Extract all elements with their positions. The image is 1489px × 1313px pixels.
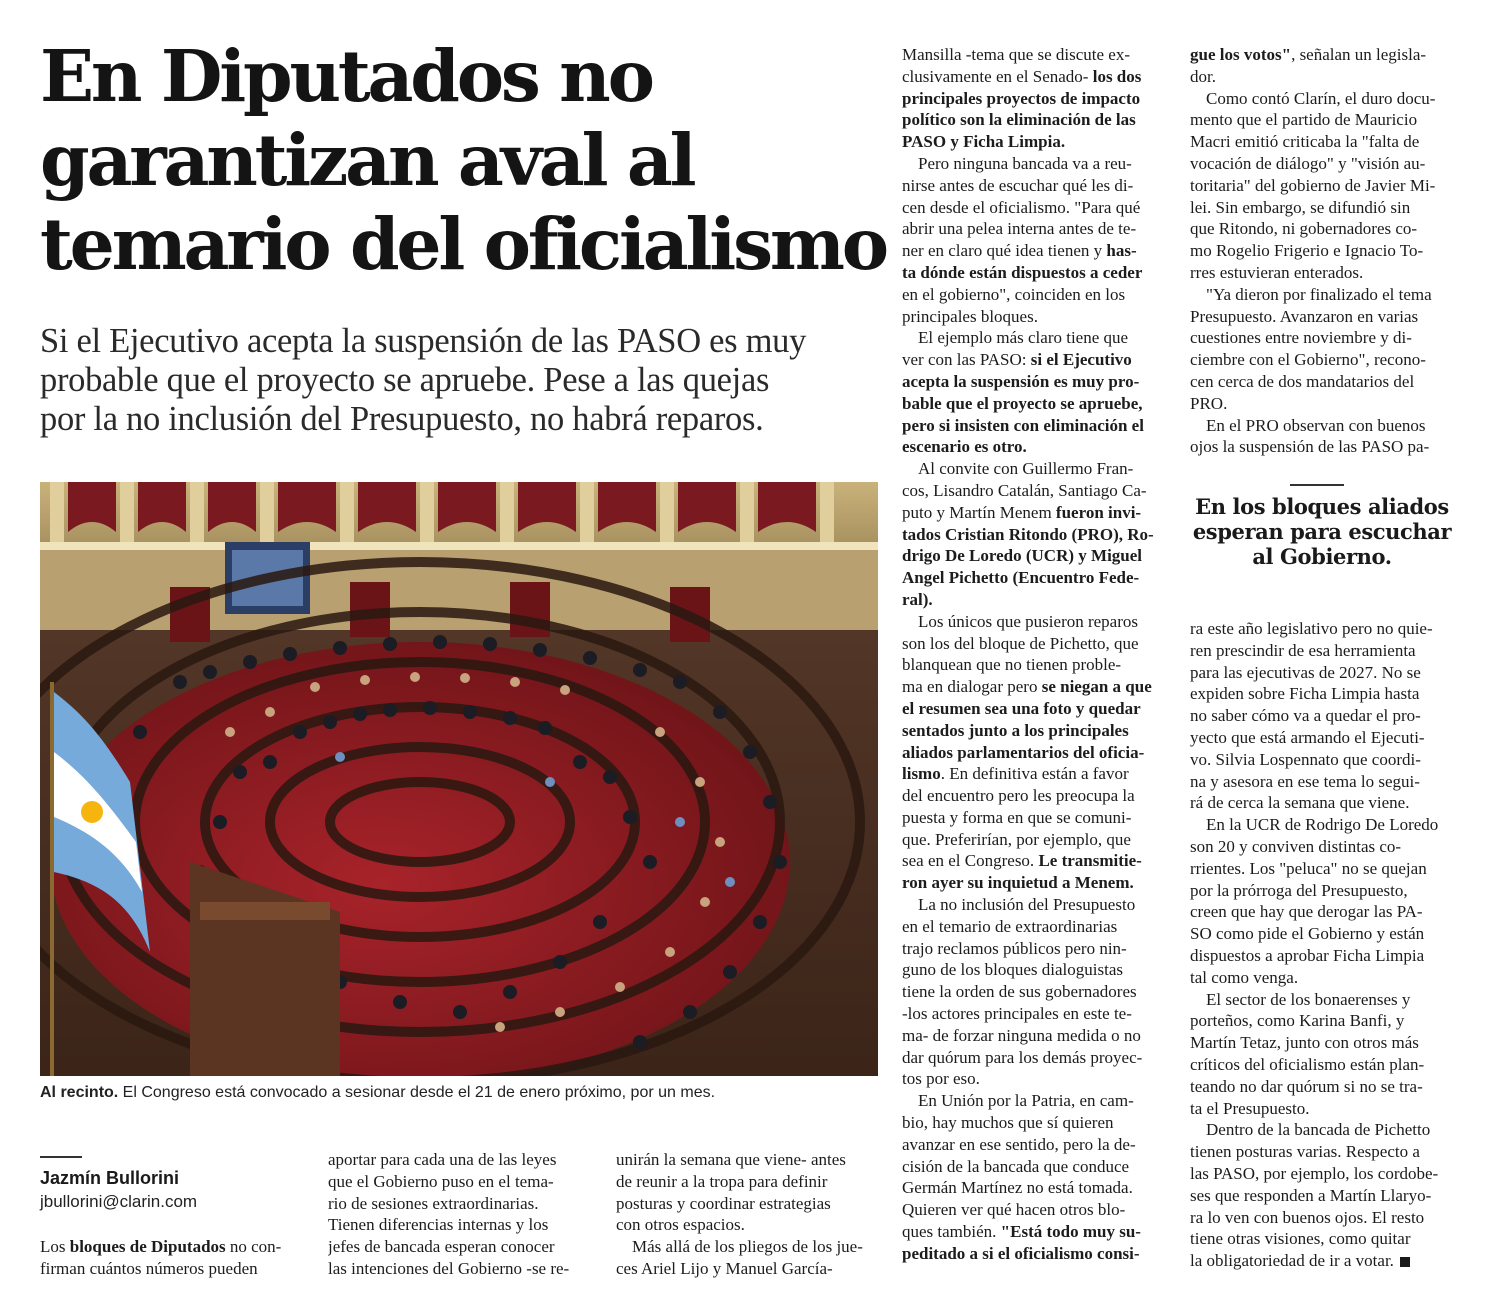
- text-run: tal como venga.: [1190, 967, 1299, 987]
- text-run: unirán la semana que viene- antes: [616, 1150, 846, 1169]
- column-2: [328, 1149, 600, 1280]
- byline-name: Jazmín Bullorini: [40, 1168, 180, 1188]
- text-run: guno de los bloques dialoguistas: [902, 960, 1123, 980]
- text-run: cuestiones entre noviembre y di-: [1190, 328, 1412, 348]
- text-run: con otros espacios.: [616, 1215, 745, 1235]
- text-line: [902, 1156, 1172, 1178]
- bold-run: pero si insisten con eliminación el: [902, 415, 1144, 435]
- column-3: [616, 1149, 888, 1280]
- text-line: [902, 371, 1172, 393]
- text-line: [1190, 109, 1460, 131]
- text-line: [902, 763, 1172, 785]
- text-run: dor.: [1190, 66, 1216, 86]
- text-line: [1190, 836, 1460, 858]
- text-run: La no inclusión del Presupuesto: [918, 895, 1136, 915]
- text-line: [902, 1199, 1172, 1221]
- text-line: [902, 393, 1172, 415]
- text-run: dispuestos a aprobar Ficha Limpia: [1190, 945, 1425, 965]
- text-run: tienen posturas varias. Respecto a: [1190, 1142, 1420, 1162]
- text-run: la obligatoriedad de ir a votar.: [1190, 1251, 1394, 1271]
- bold-run: bloques de Diputados: [69, 1237, 226, 1256]
- bold-run: fueron invi-: [1055, 502, 1142, 522]
- text-line: [902, 807, 1172, 829]
- text-line: [1190, 131, 1460, 153]
- text-line: [902, 1177, 1172, 1199]
- text-line: [40, 1258, 312, 1280]
- text-run: rrientes. Los "peluca" no se quejan: [1190, 858, 1427, 878]
- text-run: aportar para cada una de las leyes: [328, 1150, 557, 1169]
- text-run: ner en claro qué idea tienen y: [902, 241, 1107, 261]
- text-line: [1190, 814, 1460, 836]
- text-run: Pero ninguna bancada va a reu-: [918, 153, 1132, 173]
- text-line: [902, 589, 1172, 611]
- text-run: ver con las PASO:: [902, 350, 1031, 370]
- text-run: -los actores principales en este te-: [902, 1004, 1132, 1024]
- deck-subheadline: [40, 322, 880, 439]
- text-run: Como contó Clarín, el duro docu-: [1206, 88, 1436, 108]
- text-run: tiene otras visiones, como quitar: [1190, 1229, 1411, 1249]
- text-line: [902, 785, 1172, 807]
- text-run: sea en el Congreso.: [902, 851, 1039, 871]
- text-run: Martín Tetaz, junto con otros más: [1190, 1033, 1419, 1053]
- bold-run: tados Cristian Ritondo (PRO), Ro-: [902, 524, 1154, 544]
- text-run: ciembre con el Gobierno", recono-: [1190, 350, 1426, 370]
- text-line: [328, 1171, 600, 1193]
- text-run: jefes de bancada esperan conocer: [328, 1237, 555, 1257]
- text-line: [616, 1258, 888, 1280]
- text-line: [1190, 705, 1460, 727]
- byline-email: jbullorini@clarin.com: [40, 1192, 198, 1211]
- text-line: [902, 720, 1172, 742]
- text-line: [902, 66, 1172, 88]
- bold-run: drigo De Loredo (UCR) y Miguel: [902, 546, 1143, 566]
- text-line: [1190, 218, 1460, 240]
- text-line: [1190, 327, 1460, 349]
- text-line: [902, 981, 1172, 1003]
- text-run: expiden sobre Ficha Limpia hasta: [1190, 684, 1420, 704]
- text-run: tiene la orden de sus gobernadores: [902, 982, 1137, 1002]
- chamber-illustration: [40, 482, 878, 1076]
- text-run: clusivamente en el Senado-: [902, 66, 1093, 86]
- deck-line: probable que el proyecto se apruebe. Pese a las quejas: [40, 361, 770, 399]
- headline: [40, 34, 886, 286]
- bold-run: político son la eliminación de las: [902, 110, 1136, 130]
- text-run: trajo reclamos públicos pero nin-: [902, 938, 1127, 958]
- text-line: [902, 676, 1172, 698]
- text-line: [902, 654, 1172, 676]
- text-run: vocación de diálogo" y "visión au-: [1190, 153, 1426, 173]
- text-run: . En definitiva están a favor: [940, 764, 1129, 784]
- text-line: [1190, 1228, 1460, 1250]
- text-line: [902, 742, 1172, 764]
- text-run: ra lo ven con buenos ojos. El resto: [1190, 1207, 1425, 1227]
- text-run: ojos la suspensión de las PASO pa-: [1190, 437, 1430, 457]
- text-run: son 20 y conviven distintas co-: [1190, 836, 1402, 856]
- text-line: [1190, 1010, 1460, 1032]
- photo-caption: [40, 1082, 880, 1104]
- text-run: abrir una pelea interna antes de te-: [902, 219, 1137, 239]
- text-line: [902, 698, 1172, 720]
- text-line: [902, 1134, 1172, 1156]
- text-run: blanquean que no tienen proble-: [902, 655, 1122, 675]
- text-line: [328, 1193, 600, 1215]
- text-line: [902, 153, 1172, 175]
- text-line: [902, 1090, 1172, 1112]
- bold-run: has-: [1106, 241, 1137, 261]
- text-line: [328, 1258, 600, 1280]
- text-line: [902, 502, 1172, 524]
- text-line: [1190, 880, 1460, 902]
- text-line: [1190, 749, 1460, 771]
- text-line: [1190, 66, 1460, 88]
- text-run: Presupuesto. Avanzaron en varias: [1190, 306, 1419, 326]
- text-line: [1190, 393, 1460, 415]
- text-line: [616, 1171, 888, 1193]
- text-line: [616, 1193, 888, 1215]
- text-line: [1190, 683, 1460, 705]
- text-run: lei. Sin embargo, se difundió sin: [1190, 197, 1411, 217]
- text-run: cen cerca de dos mandatarios del: [1190, 371, 1415, 391]
- text-line: [1190, 727, 1460, 749]
- text-run: en el gobierno", coinciden en los: [902, 284, 1126, 304]
- text-run: ses que responden a Martín Llaryo-: [1190, 1185, 1432, 1205]
- text-run: rá de cerca la semana que viene.: [1190, 793, 1410, 813]
- text-line: [902, 349, 1172, 371]
- text-line: [1190, 240, 1460, 262]
- text-run: que el Gobierno puso en el tema-: [328, 1171, 554, 1191]
- text-line: [902, 633, 1172, 655]
- pullquote: [1192, 494, 1452, 569]
- text-line: [1190, 618, 1460, 640]
- text-run: ren prescindir de esa herramienta: [1190, 640, 1416, 660]
- text-line: [1190, 197, 1460, 219]
- text-run: rres estuvieran enterados.: [1190, 262, 1364, 282]
- text-line: [902, 131, 1172, 153]
- text-run: Los únicos que pusieron reparos: [918, 611, 1139, 631]
- text-run: posturas y coordinar estrategias: [616, 1193, 831, 1213]
- text-run: El sector de los bonaerenses y: [1206, 989, 1411, 1009]
- text-run: de reunir a la tropa para definir: [616, 1171, 828, 1191]
- text-line: [902, 306, 1172, 328]
- text-line: [902, 458, 1172, 480]
- headline-line: temario del oficialismo: [40, 202, 886, 286]
- text-line: [1190, 923, 1460, 945]
- text-line: [1190, 262, 1460, 284]
- bold-run: los dos: [1092, 66, 1142, 86]
- text-line: [902, 959, 1172, 981]
- text-line: [902, 218, 1172, 240]
- column-4: [902, 44, 1172, 1265]
- text-line: [1190, 901, 1460, 923]
- text-run: principales bloques.: [902, 306, 1038, 326]
- text-line: [1190, 967, 1460, 989]
- pullquote-line: En los bloques aliados: [1195, 494, 1449, 519]
- text-run: teando no dar quórum si no se tra-: [1190, 1076, 1423, 1096]
- text-run: las intenciones del Gobierno -se re-: [328, 1258, 570, 1278]
- text-run: dar quórum para los demás proyec-: [902, 1047, 1143, 1067]
- bold-run: peditado a si el oficialismo consi-: [902, 1243, 1140, 1263]
- text-run: Germán Martínez no está tomada.: [902, 1178, 1133, 1198]
- text-line: [902, 916, 1172, 938]
- text-line: [902, 480, 1172, 502]
- text-line: [1190, 153, 1460, 175]
- text-line: [1190, 1250, 1460, 1272]
- text-run: PRO.: [1190, 393, 1228, 413]
- text-line: [902, 1025, 1172, 1047]
- text-line: [1190, 1098, 1460, 1120]
- text-line: [902, 1003, 1172, 1025]
- text-line: [1190, 175, 1460, 197]
- text-line: [1190, 662, 1460, 684]
- text-line: [1190, 88, 1460, 110]
- text-run: cen desde el oficialismo. "Para qué: [902, 197, 1141, 217]
- text-run: no con-: [225, 1237, 282, 1256]
- bold-run: bable que el proyecto se apruebe,: [902, 393, 1143, 413]
- byline-rule: [40, 1156, 82, 1158]
- text-line: [902, 175, 1172, 197]
- text-run: En la UCR de Rodrigo De Loredo: [1206, 815, 1439, 835]
- text-run: puesta y forma en que se comuni-: [902, 807, 1132, 827]
- text-run: porteños, como Karina Banfi, y: [1190, 1011, 1405, 1031]
- text-line: [328, 1149, 600, 1171]
- bold-run: Angel Pichetto (Encuentro Fede-: [902, 568, 1140, 588]
- text-line: [1190, 792, 1460, 814]
- text-run: Más allá de los pliegos de los jue-: [632, 1237, 863, 1257]
- text-line: [902, 524, 1172, 546]
- bold-run: PASO y Ficha Limpia.: [902, 132, 1066, 152]
- text-line: [902, 1047, 1172, 1069]
- text-run: "Ya dieron por finalizado el tema: [1206, 284, 1432, 304]
- text-run: SO como pide el Gobierno y están: [1190, 924, 1425, 944]
- text-run: ta el Presupuesto.: [1190, 1098, 1310, 1118]
- pullquote-line: al Gobierno.: [1252, 544, 1392, 569]
- text-line: [1190, 1054, 1460, 1076]
- text-line: [902, 1243, 1172, 1265]
- text-line: [1190, 44, 1460, 66]
- caption-text: El Congreso está convocado a sesionar desde el 21 de enero próximo, por un mes.: [118, 1084, 716, 1101]
- bold-run: se niegan a que: [1041, 677, 1152, 697]
- text-line: [902, 197, 1172, 219]
- text-run: puto y Martín Menem: [902, 502, 1056, 522]
- text-line: [1190, 284, 1460, 306]
- text-run: Mansilla -tema que se discute ex-: [902, 45, 1131, 64]
- caption-label: Al recinto.: [40, 1084, 119, 1101]
- text-run: firman cuántos números pueden: [40, 1258, 258, 1278]
- text-line: [902, 1068, 1172, 1090]
- bold-run: "Está todo muy su-: [1000, 1222, 1141, 1242]
- text-line: [1190, 306, 1460, 328]
- text-line: [902, 850, 1172, 872]
- text-line: [902, 1112, 1172, 1134]
- text-run: las PASO, por ejemplo, los cordobe-: [1190, 1163, 1439, 1183]
- text-run: na y asesora en ese tema lo segui-: [1190, 771, 1420, 791]
- text-line: [1190, 989, 1460, 1011]
- column-1: [40, 1236, 312, 1280]
- text-line: [902, 567, 1172, 589]
- text-run: vo. Silvia Lospennato que coordi-: [1190, 749, 1421, 769]
- text-line: [40, 1236, 312, 1258]
- text-line: [902, 284, 1172, 306]
- text-run: En Unión por la Patria, en cam-: [918, 1091, 1134, 1111]
- bold-run: acepta la suspensión es muy pro-: [902, 371, 1140, 391]
- text-line: [902, 938, 1172, 960]
- bold-run: aliados parlamentarios del oficia-: [902, 742, 1145, 762]
- text-run: ces Ariel Lijo y Manuel García-: [616, 1258, 833, 1278]
- text-line: [902, 611, 1172, 633]
- headline-line: garantizan aval al: [40, 118, 694, 202]
- text-line: [1190, 371, 1460, 393]
- text-line: [1190, 1163, 1460, 1185]
- bold-run: escenario es otro.: [902, 437, 1027, 457]
- text-run: críticos del oficialismo están plan-: [1190, 1054, 1425, 1074]
- text-run: cos, Lisandro Catalán, Santiago Ca-: [902, 480, 1147, 500]
- text-run: nirse antes de escuchar qué les di-: [902, 175, 1134, 195]
- text-line: [1190, 1032, 1460, 1054]
- end-of-article-mark: [1400, 1257, 1410, 1267]
- text-run: son los del bloque de Pichetto, que: [902, 633, 1139, 653]
- text-line: [902, 829, 1172, 851]
- text-run: ra este año legislativo pero no quie-: [1190, 619, 1433, 638]
- text-line: [1190, 349, 1460, 371]
- text-run: Los: [40, 1237, 70, 1256]
- text-line: [1190, 1207, 1460, 1229]
- text-line: [902, 262, 1172, 284]
- text-line: [1190, 771, 1460, 793]
- bold-run: el resumen sea una foto y quedar: [902, 698, 1141, 718]
- headline-line: En Diputados no: [40, 34, 652, 118]
- text-run: Al convite con Guillermo Fran-: [918, 459, 1134, 479]
- deck-line: por la no inclusión del Presupuesto, no habrá reparos.: [40, 400, 764, 438]
- text-run: cisión de la bancada que conduce: [902, 1156, 1130, 1176]
- text-line: [1190, 945, 1460, 967]
- text-line: [1190, 1119, 1460, 1141]
- text-line: [902, 415, 1172, 437]
- text-line: [902, 44, 1172, 66]
- text-line: [1190, 415, 1460, 437]
- text-line: [1190, 858, 1460, 880]
- text-line: [902, 327, 1172, 349]
- text-run: Tienen diferencias internas y los: [328, 1215, 549, 1235]
- text-line: [1190, 640, 1460, 662]
- text-run: por la prórroga del Presupuesto,: [1190, 880, 1408, 900]
- text-line: [902, 436, 1172, 458]
- text-line: [616, 1149, 888, 1171]
- pullquote-rule: [1290, 484, 1344, 486]
- text-run: mento que el partido de Mauricio: [1190, 110, 1418, 130]
- text-run: En el PRO observan con buenos: [1206, 415, 1426, 435]
- bold-run: ta dónde están dispuestos a ceder: [902, 262, 1143, 282]
- bold-run: sentados junto a los principales: [902, 720, 1129, 740]
- text-run: para las ejecutivas de 2027. No se: [1190, 662, 1421, 682]
- text-run: , señalan un legisla-: [1291, 45, 1427, 64]
- text-run: rio de sesiones extraordinarias.: [328, 1193, 539, 1213]
- deck-line: Si el Ejecutivo acepta la suspensión de las PASO es muy: [40, 322, 807, 360]
- text-run: tos por eso.: [902, 1069, 980, 1089]
- text-run: en el temario de extraordinarias: [902, 916, 1118, 936]
- text-line: [1190, 1185, 1460, 1207]
- bold-run: ral).: [902, 589, 933, 609]
- text-line: [616, 1236, 888, 1258]
- text-line: [1190, 1076, 1460, 1098]
- column-5-top: [1190, 44, 1460, 458]
- text-run: creen que hay que derogar las PA-: [1190, 902, 1423, 922]
- text-run: yecto que está armando el Ejecuti-: [1190, 727, 1425, 747]
- text-line: [328, 1236, 600, 1258]
- text-line: [1190, 436, 1460, 458]
- column-5-bottom: [1190, 618, 1460, 1272]
- text-line: [902, 872, 1172, 894]
- text-line: [902, 109, 1172, 131]
- text-run: ma- de forzar ninguna medida o no: [902, 1025, 1141, 1045]
- bold-run: gue los votos": [1190, 45, 1292, 64]
- text-run: bio, hay muchos que sí quieren: [902, 1113, 1114, 1133]
- text-line: [902, 894, 1172, 916]
- bold-run: lismo: [902, 764, 941, 784]
- text-run: mo Rogelio Frigerio e Ignacio To-: [1190, 241, 1424, 261]
- text-run: ma en dialogar pero: [902, 677, 1042, 697]
- text-run: ques también.: [902, 1222, 1001, 1242]
- text-line: [902, 545, 1172, 567]
- text-line: [902, 1221, 1172, 1243]
- text-run: que Ritondo, ni gobernadores co-: [1190, 219, 1418, 239]
- text-run: que. Preferirían, por ejemplo, que: [902, 829, 1131, 849]
- bold-run: principales proyectos de impacto: [902, 88, 1141, 108]
- pullquote-line: esperan para escuchar: [1192, 519, 1452, 544]
- text-line: [1190, 1141, 1460, 1163]
- text-line: [902, 240, 1172, 262]
- bold-run: ron ayer su inquietud a Menem.: [902, 873, 1134, 893]
- bold-run: si el Ejecutivo: [1030, 350, 1132, 370]
- text-run: Quieren ver qué hacen otros blo-: [902, 1200, 1126, 1220]
- text-run: Dentro de la bancada de Pichetto: [1206, 1120, 1431, 1140]
- bold-run: Le transmitie-: [1038, 851, 1142, 871]
- text-run: El ejemplo más claro tiene que: [918, 328, 1129, 348]
- text-line: [616, 1214, 888, 1236]
- text-run: del encuentro pero les preocupa la: [902, 786, 1135, 806]
- text-run: Macri emitió criticaba la "falta de: [1190, 132, 1420, 152]
- text-line: [328, 1214, 600, 1236]
- text-run: avanzar en ese sentido, pero la de-: [902, 1134, 1136, 1154]
- text-run: no saber cómo va a quedar el pro-: [1190, 706, 1421, 726]
- chamber-photo: [40, 482, 878, 1076]
- text-run: toritaria" del gobierno de Javier Mi-: [1190, 175, 1436, 195]
- text-line: [902, 88, 1172, 110]
